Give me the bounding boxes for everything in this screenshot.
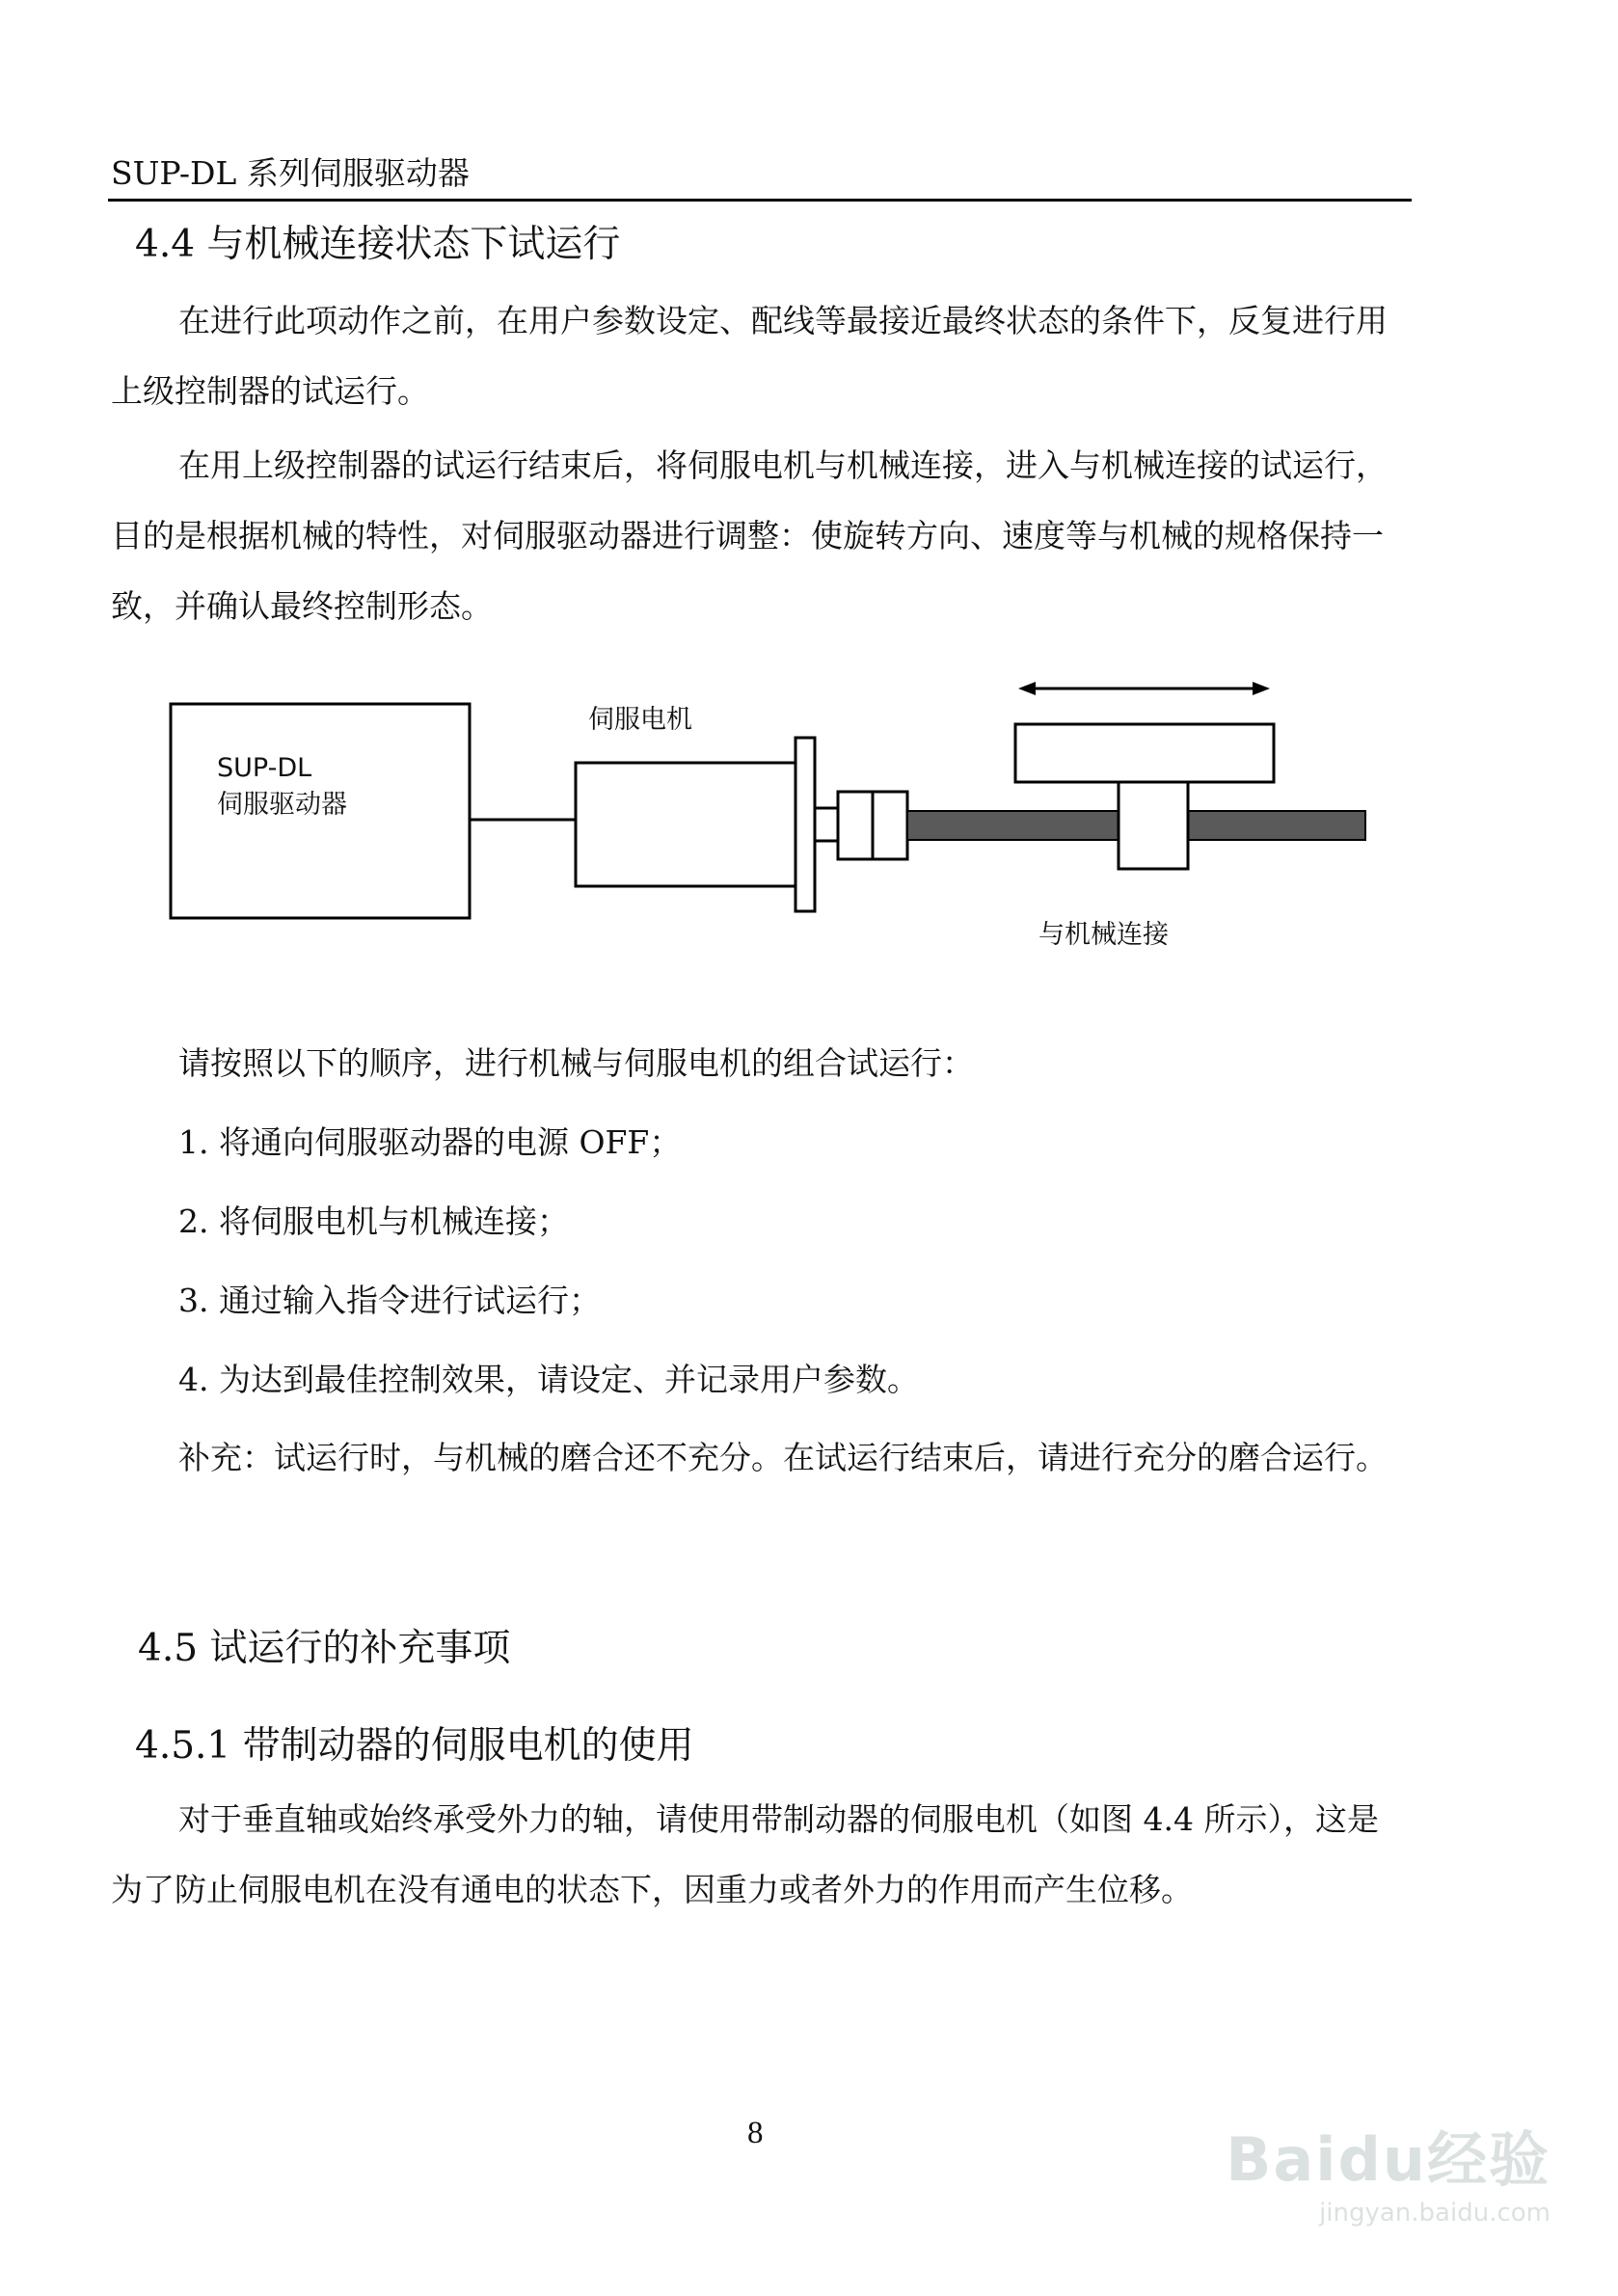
motor-flange [796, 738, 815, 911]
motion-arrow-left-head [1018, 682, 1036, 695]
motion-arrow-right-head [1253, 682, 1270, 695]
screw-nut [1119, 782, 1188, 869]
procedure-step-3: 3. 通过输入指令进行试运行； [178, 1282, 601, 1319]
coupling-left-half [838, 792, 873, 859]
running-header: SUP-DL 系列伺服驱动器 [111, 154, 470, 192]
procedure-intro: 请按照以下的顺序，进行机械与伺服电机的组合试运行： [178, 1044, 974, 1082]
header-rule [108, 199, 1412, 202]
procedure-step-2: 2. 将伺服电机与机械连接； [178, 1202, 569, 1240]
machine-connection-diagram [164, 663, 1389, 972]
page-number: 8 [747, 2116, 764, 2150]
machine-label: 与机械连接 [1038, 920, 1169, 950]
section-4-4-paragraph-1: 在进行此项动作之前，在用户参数设定、配线等最接近最终状态的条件下，反复进行用上级控制器的试运行。 [111, 302, 1388, 410]
section-4-5-heading: 4.5 试运行的补充事项 [138, 1627, 511, 1670]
driver-label-name: 伺服驱动器 [217, 790, 347, 820]
section-4-4-paragraph-2: 在用上级控制器的试运行结束后，将伺服电机与机械连接，进入与机械连接的试运行，目的是根据机械的特性，对伺服驱动器进行调整：使旋转方向、速度等与机械的规格保持一致，并确认最终控制形态。 [111, 446, 1388, 625]
procedure-step-4: 4. 为达到最佳控制效果，请设定、并记录用户参数。 [178, 1361, 919, 1398]
driver-label-model: SUP-DL [217, 753, 312, 783]
watermark-logo: Baidu经验 [1226, 2124, 1551, 2195]
moving-table [1015, 724, 1274, 782]
servo-motor-body [576, 763, 796, 886]
section-4-5-1-heading: 4.5.1 带制动器的伺服电机的使用 [135, 1724, 694, 1768]
baidu-watermark [1226, 2054, 1570, 2237]
coupling-right-half [873, 792, 907, 859]
motor-label: 伺服电机 [588, 705, 692, 735]
procedure-step-1: 1. 将通向伺服驱动器的电源 OFF； [178, 1123, 682, 1161]
section-4-5-1-paragraph: 对于垂直轴或始终承受外力的轴，请使用带制动器的伺服电机（如图 4.4 所示），这是为了防止伺服电机在没有通电的状态下，因重力或者外力的作用而产生位移。 [111, 1800, 1379, 1908]
watermark-url: jingyan.baidu.com [1319, 2199, 1551, 2228]
motor-shaft [815, 808, 838, 841]
section-4-4-heading: 4.4 与机械连接状态下试运行 [135, 223, 621, 266]
procedure-note: 补充：试运行时，与机械的磨合还不充分。在试运行结束后，请进行充分的磨合运行。 [178, 1439, 1388, 1476]
